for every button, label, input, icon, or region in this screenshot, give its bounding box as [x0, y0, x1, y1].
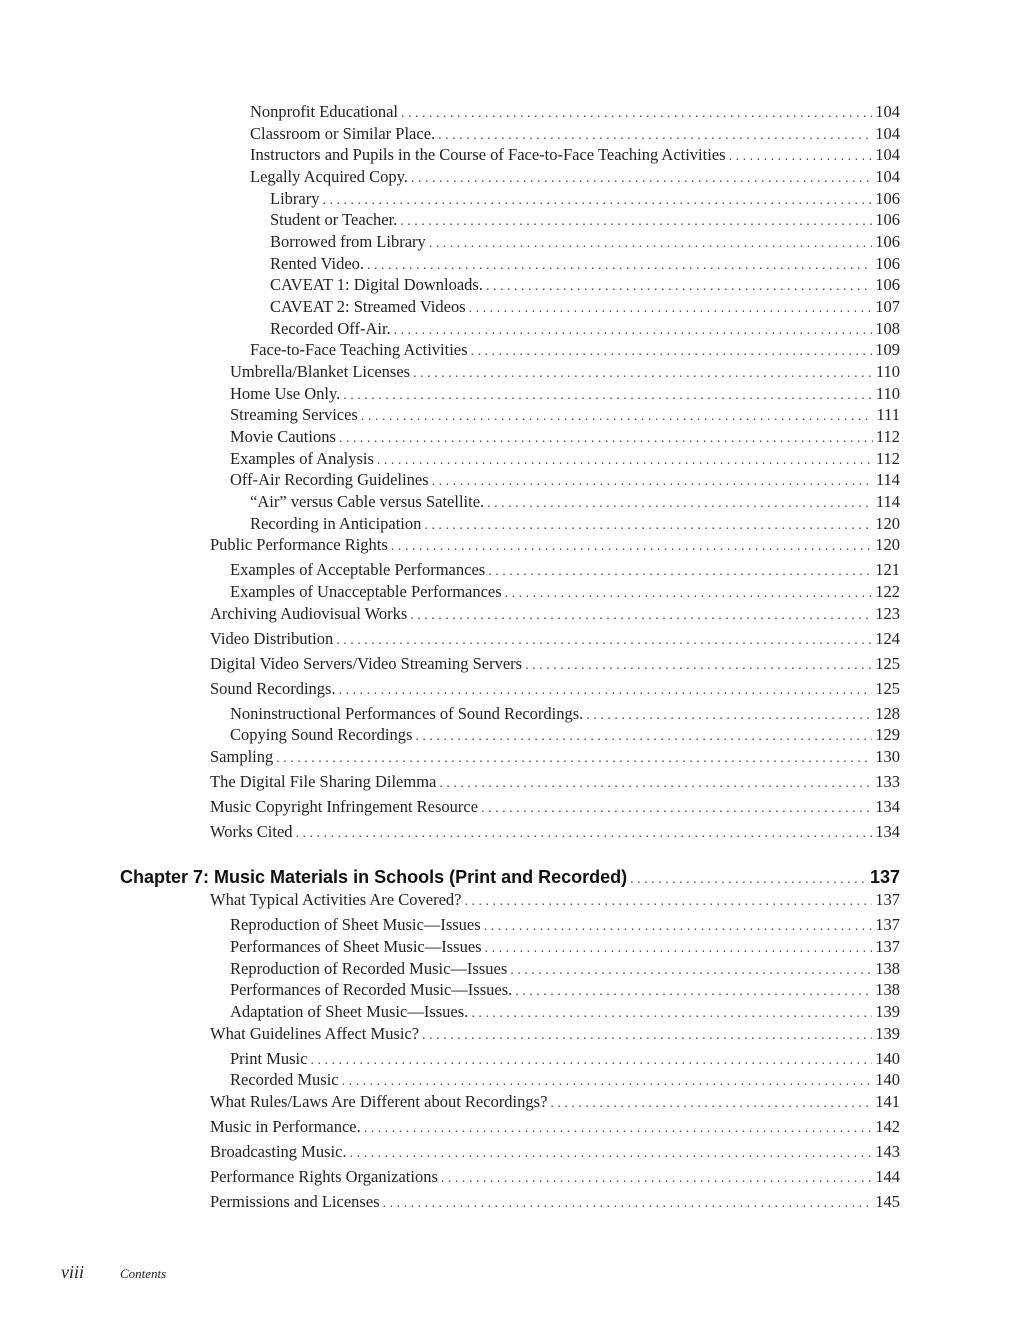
dot-leader: [424, 516, 872, 536]
toc-entry-title: Works Cited: [210, 822, 293, 841]
dot-leader: [471, 342, 873, 362]
toc-entry[interactable]: [230, 427, 900, 449]
toc-entry-title: Music in Performance.: [210, 1117, 361, 1136]
toc-entry[interactable]: [250, 340, 900, 362]
toc-entry-title: Home Use Only.: [230, 384, 341, 403]
toc-entry-page: 144: [875, 1167, 900, 1186]
toc-entry[interactable]: [230, 704, 900, 726]
dot-leader: [339, 429, 873, 449]
toc-entry-title: Sampling: [210, 747, 274, 766]
dot-leader: [322, 191, 872, 211]
toc-entry-page: 110: [875, 362, 900, 381]
toc-entry-title: Music Copyright Infringement Resource: [210, 797, 479, 816]
toc-entry-title: Permissions and Licenses: [210, 1192, 380, 1211]
toc-entry-page: 109: [875, 340, 900, 359]
toc-entry-title: Public Performance Rights: [210, 535, 388, 554]
dot-leader: [488, 562, 872, 582]
toc-entry-title: Nonprofit Educational: [250, 102, 399, 121]
toc-entry-page: 138: [875, 980, 900, 999]
toc-entry-page: 134: [875, 797, 900, 816]
toc-entry-page: 137: [875, 915, 900, 934]
toc-entry-page: 106: [875, 275, 900, 294]
toc-entry[interactable]: [210, 1167, 900, 1189]
toc-entry-page: 106: [875, 210, 900, 229]
dot-leader: [383, 1194, 873, 1214]
dot-leader: [296, 824, 873, 844]
dot-leader: [525, 656, 872, 676]
toc-entry-title: Print Music: [230, 1049, 308, 1068]
dot-leader: [510, 961, 872, 981]
chapter-page: 137: [869, 867, 900, 887]
dot-leader: [422, 1026, 872, 1046]
toc-entry-page: 122: [875, 582, 900, 601]
toc-entry[interactable]: [230, 937, 900, 959]
toc-entry[interactable]: [230, 384, 900, 406]
toc-entry-page: 140: [875, 1070, 900, 1089]
toc-entry-title: Off-Air Recording Guidelines: [230, 470, 429, 489]
toc-entry[interactable]: [230, 725, 900, 747]
toc-entry-page: 104: [875, 145, 900, 164]
toc-entry-page: 142: [875, 1117, 900, 1136]
toc-entry-title: Library: [270, 189, 320, 208]
toc-entry-title: Sound Recordings.: [210, 679, 336, 698]
toc-entry-title: Digital Video Servers/Video Streaming Servers: [210, 654, 523, 673]
dot-leader: [343, 386, 873, 406]
toc-entry[interactable]: [210, 1092, 900, 1114]
toc-entry-page: 133: [875, 772, 900, 791]
toc-entry-page: 140: [875, 1049, 900, 1068]
dot-leader: [394, 321, 873, 341]
toc-entry-page: 104: [875, 102, 900, 121]
dot-leader: [310, 1051, 872, 1071]
toc-entry[interactable]: [210, 1117, 900, 1139]
dot-leader: [486, 277, 872, 297]
dot-leader: [401, 104, 872, 124]
toc-entry[interactable]: [210, 822, 900, 844]
toc-entry-title: Streaming Services: [230, 405, 358, 424]
toc-entry[interactable]: [250, 167, 900, 189]
toc-entry-page: 123: [875, 604, 900, 623]
dot-leader: [469, 299, 873, 319]
dot-leader: [429, 234, 872, 254]
toc-entry[interactable]: [230, 1070, 900, 1092]
toc-entry-page: 124: [875, 629, 900, 648]
toc-entry-page: 120: [875, 535, 900, 554]
toc-entry-title: Performances of Sheet Music—Issues: [230, 937, 482, 956]
toc-entry[interactable]: [230, 449, 900, 471]
dot-leader: [364, 1119, 873, 1139]
toc-entry[interactable]: [270, 210, 900, 232]
toc-entry-title: What Rules/Laws Are Different about Recordings?: [210, 1092, 548, 1111]
toc-entry-page: 120: [875, 514, 900, 533]
toc-entry-title: Instructors and Pupils in the Course of Face-to-Face Teaching Activities: [250, 145, 726, 164]
chapter-title: Chapter 7: Music Materials in Schools (Print and Recorded): [120, 867, 628, 887]
toc-entry[interactable]: [210, 747, 900, 769]
toc-entry-title: Recorded Music: [230, 1070, 339, 1089]
toc-entry[interactable]: [210, 604, 900, 626]
toc-entry[interactable]: [230, 959, 900, 981]
dot-leader: [339, 681, 873, 701]
toc-entry[interactable]: [270, 319, 900, 341]
toc-entry-title: Recorded Off-Air.: [270, 319, 391, 338]
dot-leader: [342, 1072, 873, 1092]
toc-entry[interactable]: [210, 679, 900, 701]
toc-entry[interactable]: [250, 102, 900, 124]
toc-entry[interactable]: [270, 189, 900, 211]
toc-entry-title: The Digital File Sharing Dilemma: [210, 772, 437, 791]
dot-leader: [487, 494, 873, 514]
toc-entry[interactable]: [210, 890, 900, 912]
toc-entry-page: 137: [875, 890, 900, 909]
footer-page-number: viii: [61, 1262, 84, 1282]
dot-leader: [481, 799, 872, 819]
toc-entry[interactable]: [250, 514, 900, 536]
toc-entry-title: Copying Sound Recordings: [230, 725, 413, 744]
toc-entry-page: 129: [875, 725, 900, 744]
toc-entry[interactable]: [210, 1192, 900, 1214]
toc-entry[interactable]: [270, 232, 900, 254]
toc-entry-title: Examples of Acceptable Performances: [230, 560, 486, 579]
dot-leader: [438, 126, 872, 146]
toc-entry-page: 106: [875, 254, 900, 273]
toc-entry-page: 143: [875, 1142, 900, 1161]
dot-leader: [729, 147, 873, 167]
dot-leader: [400, 212, 872, 232]
toc-entry[interactable]: [230, 1049, 900, 1071]
toc-entry-title: Student or Teacher.: [270, 210, 398, 229]
dot-leader: [432, 472, 873, 492]
toc-entry[interactable]: [270, 254, 900, 276]
toc-entry-page: 110: [875, 384, 900, 403]
dot-leader: [413, 364, 873, 384]
toc-entry-title: Archiving Audiovisual Works: [210, 604, 408, 623]
dot-leader: [550, 1094, 872, 1114]
toc-entry-page: 106: [875, 232, 900, 251]
toc-entry-page: 137: [875, 937, 900, 956]
toc-entry-title: Reproduction of Sheet Music—Issues: [230, 915, 481, 934]
toc-entry-page: 139: [875, 1002, 900, 1021]
toc-entry[interactable]: [210, 797, 900, 819]
dot-leader: [441, 1169, 872, 1189]
dot-leader: [471, 1004, 872, 1024]
toc-entry-page: 114: [875, 470, 900, 489]
toc-entry-page: 107: [875, 297, 900, 316]
toc-entry[interactable]: [230, 582, 900, 604]
dot-leader: [515, 982, 872, 1002]
toc-entry-page: 104: [875, 167, 900, 186]
dot-leader: [377, 451, 873, 471]
toc-entry-title: Recording in Anticipation: [250, 514, 422, 533]
toc-entry[interactable]: [250, 124, 900, 146]
toc-entry-title: Examples of Unacceptable Performances: [230, 582, 502, 601]
toc-entry-title: CAVEAT 1: Digital Downloads.: [270, 275, 483, 294]
toc-entry[interactable]: [210, 772, 900, 794]
toc-entry[interactable]: [210, 535, 900, 557]
dot-leader: [415, 727, 872, 747]
dot-leader: [336, 631, 872, 651]
dot-leader: [361, 407, 874, 427]
footer-section-title: Contents: [120, 1266, 167, 1281]
toc-entry-title: Noninstructional Performances of Sound Recordings.: [230, 704, 584, 723]
dot-leader: [439, 774, 872, 794]
toc-entry-title: Rented Video.: [270, 254, 365, 273]
dot-leader: [586, 706, 872, 726]
toc-entry-page: 128: [875, 704, 900, 723]
dot-leader: [630, 870, 867, 890]
toc-entry-title: Reproduction of Recorded Music—Issues: [230, 959, 508, 978]
toc-entry[interactable]: [210, 654, 900, 676]
toc-entry-page: 114: [875, 492, 900, 511]
toc-entry-page: 145: [875, 1192, 900, 1211]
toc-entry-page: 106: [875, 189, 900, 208]
toc-entry-title: Umbrella/Blanket Licenses: [230, 362, 411, 381]
toc-entry-page: 125: [875, 679, 900, 698]
toc-entry-page: 125: [875, 654, 900, 673]
toc-entry-page: 104: [875, 124, 900, 143]
toc-entry-title: Legally Acquired Copy.: [250, 167, 408, 186]
toc-entry-page: 121: [875, 560, 900, 579]
toc-entry-page: 141: [875, 1092, 900, 1111]
toc-entry-page: 139: [875, 1024, 900, 1043]
toc-entry-page: 112: [875, 449, 900, 468]
toc-entry-title: What Typical Activities Are Covered?: [210, 890, 462, 909]
toc-entry-page: 130: [875, 747, 900, 766]
toc-entry[interactable]: [230, 362, 900, 384]
toc-chapter-entry[interactable]: [120, 867, 900, 890]
toc-entry[interactable]: [270, 275, 900, 297]
toc-entry-title: Face-to-Face Teaching Activities: [250, 340, 468, 359]
toc-entry[interactable]: [210, 1142, 900, 1164]
toc-entry-title: Performance Rights Organizations: [210, 1167, 438, 1186]
toc-entry-title: CAVEAT 2: Streamed Videos: [270, 297, 466, 316]
dot-leader: [350, 1144, 873, 1164]
dot-leader: [505, 584, 873, 604]
toc-entry-title: What Guidelines Affect Music?: [210, 1024, 420, 1043]
dot-leader: [484, 917, 873, 937]
toc-entry-page: 112: [875, 427, 900, 446]
toc-entry[interactable]: [250, 145, 900, 167]
toc-entry[interactable]: [230, 980, 900, 1002]
toc-entry-page: 108: [875, 319, 900, 338]
dot-leader: [464, 892, 872, 912]
dot-leader: [485, 939, 873, 959]
toc-entry[interactable]: [210, 629, 900, 651]
toc-entry-title: Borrowed from Library: [270, 232, 426, 251]
toc-entry-title: Adaptation of Sheet Music—Issues.: [230, 1002, 469, 1021]
dot-leader: [410, 606, 872, 626]
toc-entry-title: Performances of Recorded Music—Issues.: [230, 980, 513, 999]
toc-entry[interactable]: [230, 405, 900, 427]
toc-entry-page: 138: [875, 959, 900, 978]
toc-entry-title: Movie Cautions: [230, 427, 336, 446]
toc-entry[interactable]: [250, 492, 900, 514]
dot-leader: [411, 169, 872, 189]
toc-entry[interactable]: [230, 560, 900, 582]
toc-entry[interactable]: [230, 470, 900, 492]
dot-leader: [276, 749, 872, 769]
toc-entry-title: Examples of Analysis: [230, 449, 374, 468]
toc-entry-page: 111: [876, 405, 900, 424]
toc-entry[interactable]: [270, 297, 900, 319]
toc-entry[interactable]: [210, 1024, 900, 1046]
toc-entry-title: Video Distribution: [210, 629, 334, 648]
toc-entry-title: Broadcasting Music.: [210, 1142, 347, 1161]
toc-entry-page: 134: [875, 822, 900, 841]
dot-leader: [367, 256, 872, 276]
toc-entry-title: Classroom or Similar Place.: [250, 124, 436, 143]
dot-leader: [391, 537, 872, 557]
toc-entry-title: “Air” versus Cable versus Satellite.: [250, 492, 485, 511]
toc-entry[interactable]: [230, 915, 900, 937]
toc-entry[interactable]: [230, 1002, 900, 1024]
